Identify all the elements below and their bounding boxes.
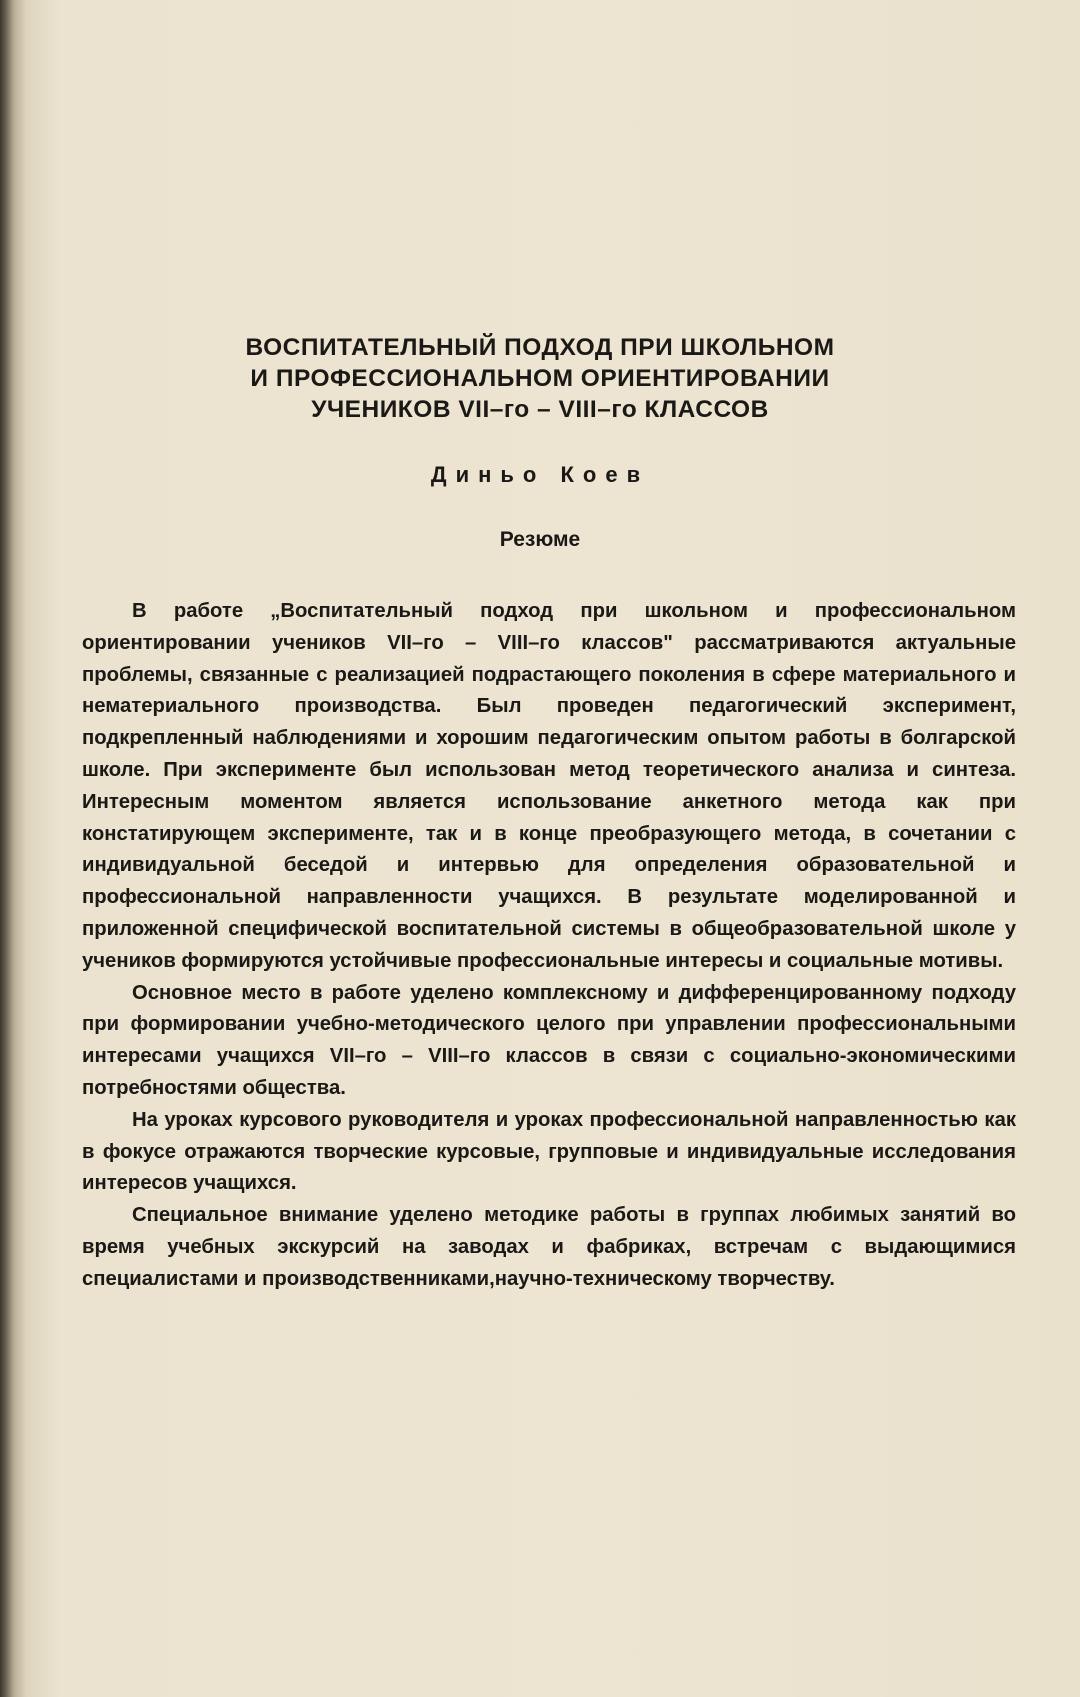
article-title	[190, 332, 890, 425]
author-name: Диньо Коев	[430, 462, 650, 487]
paragraph-4: Специальное внимание уделено методике работы в группах любимых занятий во время учебных экскурсий на заводах и фабриках, встречам с выдающимися специалистами и производственниками,научно-техническому творчеству.	[82, 1204, 1016, 1290]
title-line-2: И ПРОФЕССИОНАЛЬНОМ ОРИЕНТИРОВАНИИ	[250, 365, 830, 392]
title-line-1: ВОСПИТАТЕЛЬНЫЙ ПОДХОД ПРИ ШКОЛЬНОМ	[245, 334, 835, 361]
title-line-3: УЧЕНИКОВ VII–го – VIII–го КЛАССОВ	[311, 396, 769, 423]
paragraph-1: В работе „Воспитательный подход при школьном и профессиональном ориентировании учеников VII–го – VIII–го классов" рассматриваются актуальные проблемы, связанные с реализацией подрастающего поколения в сфере материального и нематериального производства. Был проведен педагогический эксперимент, подкрепленный наблюдениями и хорошим педагогическим опытом работы в болгарской школе. При эксперименте был использован метод теоретического анализа и синтеза. Интересным моментом является использование анкетного метода как при констатирующем эксперименте, так и в конце преобразующего метода, в сочетании с индивидуальной беседой и интервью для определения образовательной и профессиональной направленности учащихся. В результате моделированной и приложенной специфической воспитательной системы в общеобразовательной школе у учеников формируются устойчивые профессиональные интересы и социальные мотивы.	[82, 600, 1016, 972]
section-heading: Резюме	[499, 528, 581, 551]
paragraph-2: Основное место в работе уделено комплексному и дифференцированному подходу при формировании учебно-методического целого при управлении профессиональными интересами учащихся VII–го – VIII–го классов в связи с социально-экономическими потребностями общества.	[82, 981, 1016, 1099]
paragraph-3: На уроках курсового руководителя и уроках профессиональной направленностью как в фокусе отражаются творческие курсовые, групповые и индивидуальные исследования интересов учащихся.	[82, 1108, 1016, 1195]
summary-body	[82, 596, 1016, 1296]
